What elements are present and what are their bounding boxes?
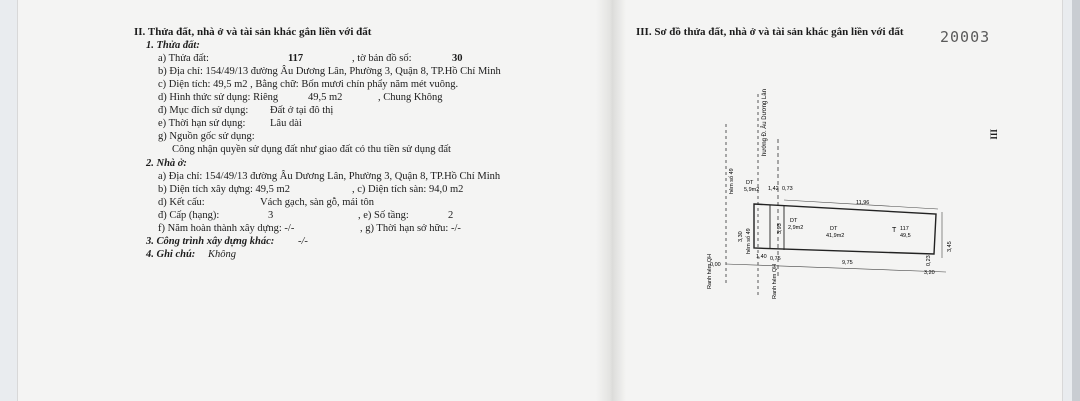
purpose-value: Đất ở tại đô thị xyxy=(270,105,334,116)
boundary-label-1: Ranh hẻm QH xyxy=(707,253,713,289)
ownership-term: , g) Thời hạn sở hữu: -/- xyxy=(360,223,461,234)
house-heading: 2. Nhà ở: xyxy=(146,158,187,169)
dim-bottom-4: 9,75 xyxy=(842,260,853,266)
map-number: 30 xyxy=(452,53,463,64)
dim-top-2: 0,73 xyxy=(782,186,793,192)
origin-value: Công nhận quyền sử dụng đất như giao đất có thu tiền sử dụng đất xyxy=(172,144,451,155)
land-area: c) Diện tích: 49,5 m2 , Bằng chữ: Bốn mươi chín phẩy năm mét vuông. xyxy=(158,79,459,90)
boundary-label-2: Ranh hẻm QH xyxy=(772,263,778,299)
dim-top-1: 1,42 xyxy=(768,186,779,192)
dim-top-3: 11,96 xyxy=(856,200,870,206)
structure-value: Vách gạch, sàn gỗ, mái tôn xyxy=(260,197,375,208)
dim-bottom-2: 1,40 xyxy=(756,254,767,260)
parcel-area-diagram: 49,5 xyxy=(900,233,911,239)
map-label: , tờ bản đồ số: xyxy=(352,53,412,64)
section-title-right: III. Sơ đồ thửa đất, nhà ở và tài sản khác gắn liền với đất xyxy=(636,26,904,38)
alley-label-1: hẻm số 49 xyxy=(746,228,752,254)
term-label: e) Thời hạn sử dụng: xyxy=(158,118,246,129)
dim-bottom-3: 0,75 xyxy=(770,256,781,262)
street-label: hướng Đ. Âu Dương Lân xyxy=(762,89,768,156)
land-address: b) Địa chỉ: 154/49/13 đường Âu Dương Lân, Phường 3, Quận 8, TP.Hồ Chí Minh xyxy=(158,66,501,77)
dt-small-label: DT xyxy=(746,180,754,186)
structure-label: d) Kết cấu: xyxy=(158,197,205,208)
parcel-number: 117 xyxy=(288,53,304,64)
term-value: Lâu dài xyxy=(270,118,302,129)
purpose-label: đ) Mục đích sử dụng: xyxy=(158,105,249,116)
floors-label: , e) Số tầng: xyxy=(358,210,409,221)
section-title-left: II. Thửa đất, nhà ở và tài sản khác gắn liền với đất xyxy=(134,26,372,38)
notes-label: 4. Ghi chú: xyxy=(146,249,196,260)
alley-label-2: hẻm số 49 xyxy=(729,168,735,194)
parcel-label: a) Thửa đất: xyxy=(158,53,209,64)
dim-bottom-5: 0,23 xyxy=(926,255,932,266)
use-form-label: d) Hình thức sử dụng: Riêng xyxy=(158,92,279,103)
parcel-diagram xyxy=(666,84,956,306)
screen-edge xyxy=(1072,0,1080,401)
floor-area: , c) Diện tích sàn: 94,0 m2 xyxy=(352,184,464,195)
grade-value: 3 xyxy=(268,210,274,221)
page-fold xyxy=(596,0,626,401)
grade-label: đ) Cấp (hạng): xyxy=(158,210,220,221)
floors-value: 2 xyxy=(448,210,454,221)
dt-small-area: 5,9m2 xyxy=(744,187,760,193)
dim-bottom-6: 3,20 xyxy=(924,270,935,276)
notes-value: Không xyxy=(208,249,237,260)
dt-small-2-label: DT xyxy=(790,218,798,224)
completed-year: f) Năm hoàn thành xây dựng: -/- xyxy=(158,223,295,234)
dt-main-label: DT xyxy=(830,226,838,232)
dim-bottom-line xyxy=(726,264,946,272)
parcel-number-diagram: 117 xyxy=(900,226,909,232)
side-mark: III xyxy=(988,129,999,140)
origin-label: g) Nguồn gốc sử dụng: xyxy=(158,131,255,142)
dim-right: 3,45 xyxy=(947,241,953,252)
dt-main-area: 41,9m2 xyxy=(826,233,845,239)
dim-left: 3,30 xyxy=(738,231,744,242)
handwritten-note: 20003 xyxy=(940,28,991,46)
use-form-private: 49,5 m2 xyxy=(308,92,343,103)
other-works-label: 3. Công trình xây dựng khác: xyxy=(146,236,275,247)
certificate-sheet xyxy=(18,0,1062,401)
dim-left-2: 3,93 xyxy=(777,223,783,234)
house-address: a) Địa chỉ: 154/49/13 đường Âu Dương Lân, Phường 3, Quận 8, TP.Hồ Chí Minh xyxy=(158,171,501,182)
dt-small-2-area: 2,9m2 xyxy=(788,225,804,231)
use-form-common: , Chung Không xyxy=(378,92,443,103)
built-area: b) Diện tích xây dựng: 49,5 m2 xyxy=(158,184,290,195)
dim-bottom-1: 0,00 xyxy=(710,262,721,268)
land-heading: 1. Thửa đất: xyxy=(146,40,200,51)
parcel-t: T xyxy=(892,227,897,234)
other-works-value: -/- xyxy=(298,236,308,247)
